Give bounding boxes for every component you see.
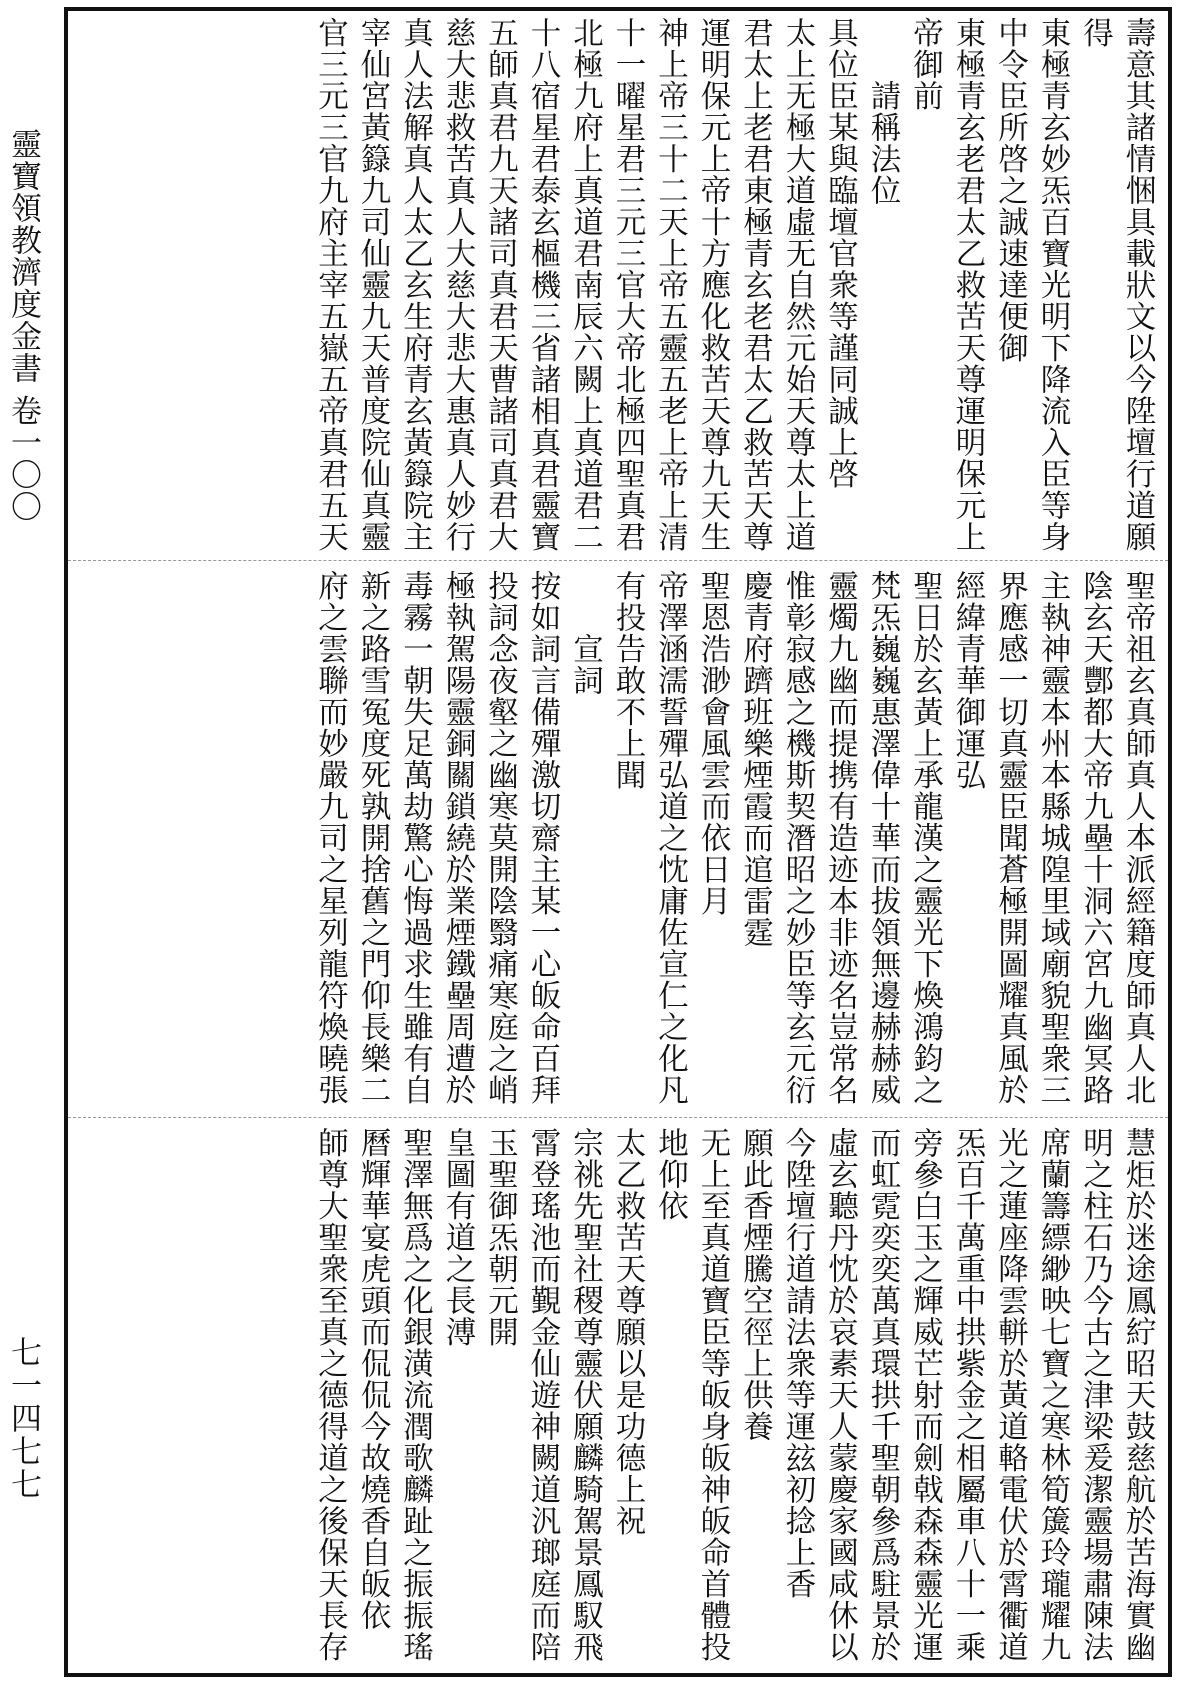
text-column: 惟彰寂感之機斯契潛昭之妙臣等玄元衍 bbox=[780, 570, 815, 1105]
register-divider bbox=[68, 1117, 1168, 1118]
text-column: 太上无極大道虛无自然元始天尊太上道 bbox=[780, 17, 815, 552]
register-middle bbox=[68, 564, 1168, 1109]
text-column: 毒霧一朝失足萬劫驚心悔過求生雖有自 bbox=[397, 570, 433, 1105]
register-top bbox=[68, 11, 1168, 556]
register-text bbox=[78, 1127, 1158, 1662]
register-text bbox=[78, 570, 1158, 1105]
text-column: 請稱法位 bbox=[865, 17, 900, 206]
text-column: 具位臣某與臨壇官衆等謹同誠上啓 bbox=[822, 17, 858, 490]
text-column: 主執神靈本州本縣城隍里域廟貌聖衆三 bbox=[1035, 570, 1070, 1105]
text-column: 東極青玄妙炁百寶光明下降流入臣等身 bbox=[1035, 17, 1070, 552]
text-column: 宣詞 bbox=[567, 570, 603, 696]
text-column: 聖帝祖玄真師真人本派經籍度師真人北 bbox=[1120, 570, 1155, 1105]
text-column: 按如詞言備殫激切齋主某一心皈命百拜 bbox=[525, 570, 560, 1105]
text-column: 聖恩浩渺會風雲而依日月 bbox=[695, 570, 730, 917]
text-column: 東極青玄老君太乙救苦天尊運明保元上 bbox=[950, 17, 985, 552]
text-column: 中令臣所啓之誠速達便御 bbox=[992, 17, 1028, 364]
text-column: 師尊大聖衆至真之德得道之後保天長存 bbox=[312, 1127, 348, 1662]
text-column: 靈燭九幽而提携有造迹本非迹名豈常名 bbox=[822, 570, 858, 1105]
text-column: 宰仙宮黃籙九司仙靈九天普度院仙真靈 bbox=[355, 17, 390, 552]
text-column: 皇圖有道之長溥 bbox=[440, 1127, 475, 1348]
text-column: 北極九府上真道君南辰六闕上真道君二 bbox=[567, 17, 603, 552]
text-column: 帝澤涵濡誓殫弘道之忱庸佐宣仁之化凡 bbox=[652, 570, 688, 1105]
text-column: 十一曜星君三元三官大帝北極四聖真君 bbox=[610, 17, 645, 552]
text-column: 府之雲聯而妙嚴九司之星列龍符煥曉張 bbox=[312, 570, 348, 1105]
text-column: 願此香煙騰空徑上供養 bbox=[737, 1127, 773, 1442]
margin-book-title: 靈寶領教濟度金書 卷一〇〇 bbox=[5, 128, 41, 523]
page-frame bbox=[64, 7, 1172, 1677]
text-column: 慈大悲救苦真人大慈大悲大惠真人妙行 bbox=[440, 17, 475, 552]
text-column: 陰玄天酆都大帝九壘十洞六宮九幽冥路 bbox=[1077, 570, 1113, 1105]
text-column: 壽意其諸情悃具載狀文以今陞壇行道願 bbox=[1120, 17, 1155, 552]
register-bottom bbox=[68, 1121, 1168, 1666]
text-column: 玉聖御炁朝元開 bbox=[482, 1127, 518, 1348]
text-column: 君太上老君東極青玄老君太乙救苦天尊 bbox=[737, 17, 773, 552]
text-column: 官三元三官九府主宰五嶽五帝真君五天 bbox=[312, 17, 348, 552]
text-column: 明之柱石乃今古之津梁爰潔靈場肅陳法 bbox=[1077, 1127, 1113, 1662]
text-column: 虛玄聽丹忱於哀素天人蒙慶家國咸休以 bbox=[822, 1127, 858, 1662]
text-column: 界應感一切真靈臣聞蒼極開圖耀真風於 bbox=[992, 570, 1028, 1105]
text-column: 无上至真道寶臣等皈身皈神皈命首體投 bbox=[695, 1127, 730, 1662]
text-column: 霄登瑤池而覲金仙遊神闕道汎瑯庭而陪 bbox=[525, 1127, 560, 1662]
text-column: 聖日於玄黃上承龍漢之靈光下煥鴻鈞之 bbox=[907, 570, 943, 1105]
text-column: 慶青府躋班樂煙霞而逭雷霆 bbox=[737, 570, 773, 948]
text-column: 極執駕陽靈銅關鎖繞於業煙鐵壘周遭於 bbox=[440, 570, 475, 1105]
register-divider bbox=[68, 560, 1168, 561]
text-column: 帝御前 bbox=[907, 17, 943, 112]
text-column: 經緯青華御運弘 bbox=[950, 570, 985, 791]
text-column: 神上帝三十二天上帝五靈五老上帝上清 bbox=[652, 17, 688, 552]
text-column: 慧炬於迷途鳳紵昭天鼓慈航於苦海實幽 bbox=[1120, 1127, 1155, 1662]
text-column: 光之蓮座降雲軿於黃道輅電伏於霄衢道 bbox=[992, 1127, 1028, 1662]
margin-page-number: 七一四七七 bbox=[5, 1336, 41, 1501]
text-column: 梵炁巍巍惠澤偉十華而拔領無邊赫赫威 bbox=[865, 570, 900, 1105]
text-column: 席蘭籌縹緲映七寶之寒林筍簴玲瓏耀九 bbox=[1035, 1127, 1070, 1662]
text-column: 五師真君九天諸司真君天曹諸司真君大 bbox=[482, 17, 518, 552]
text-column: 炁百千萬重中拱紫金之相屬車八十一乘 bbox=[950, 1127, 985, 1662]
text-column: 真人法解真人太乙玄生府青玄黃籙院主 bbox=[397, 17, 433, 552]
text-column: 旁參白玉之輝威芒射而劍戟森森靈光運 bbox=[907, 1127, 943, 1662]
text-column: 投詞念夜壑之幽寒莫開陰翳痛寒庭之峭 bbox=[482, 570, 518, 1105]
text-column: 運明保元上帝十方應化救苦天尊九天生 bbox=[695, 17, 730, 552]
text-column: 太乙救苦天尊願以是功德上祝 bbox=[610, 1127, 645, 1537]
text-column: 而虹霓奕奕萬真環拱千聖朝參爲駐景於 bbox=[865, 1127, 900, 1662]
text-column: 聖澤無爲之化銀潢流潤歌麟趾之振振瑤 bbox=[397, 1127, 433, 1662]
register-text bbox=[78, 17, 1158, 552]
text-column: 新之路雪冤度死孰開捨舊之門仰長樂二 bbox=[355, 570, 390, 1105]
text-column: 十八宿星君泰玄樞機三省諸相真君靈寶 bbox=[525, 17, 560, 552]
text-column: 曆輝華宴虎頭而侃侃今故燒香自皈依 bbox=[355, 1127, 390, 1631]
text-column: 地仰依 bbox=[652, 1127, 688, 1222]
text-column: 得 bbox=[1077, 17, 1113, 49]
text-column: 宗祧先聖社稷尊靈伏願麟騎駕景鳳馭飛 bbox=[567, 1127, 603, 1662]
text-column: 有投告敢不上聞 bbox=[610, 570, 645, 791]
text-column: 今陞壇行道請法衆等運玆初捻上香 bbox=[780, 1127, 815, 1600]
